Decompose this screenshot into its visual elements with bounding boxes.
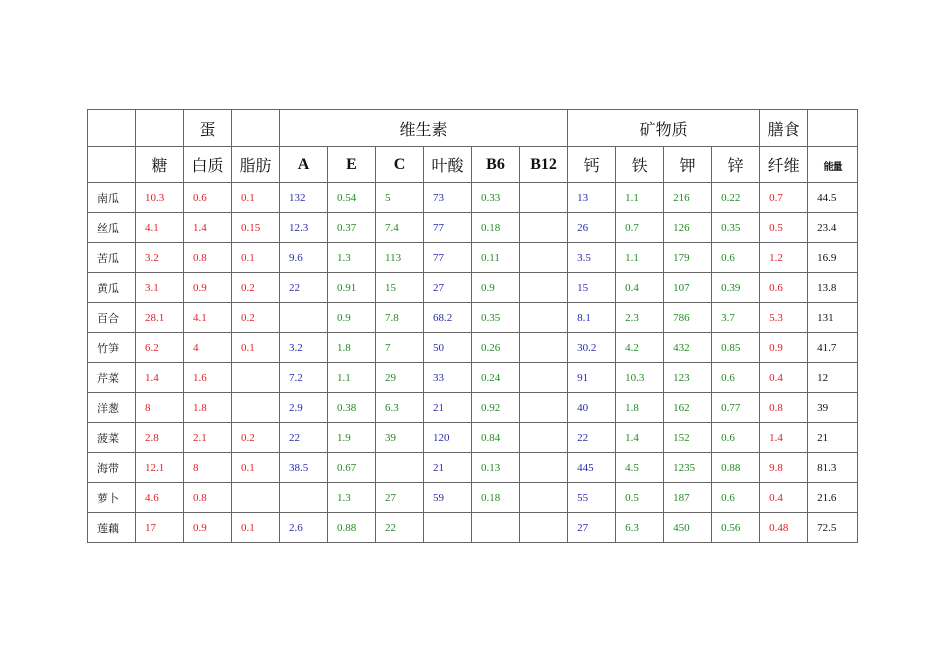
table-cell — [232, 393, 280, 423]
table-cell: 0.6 — [760, 273, 808, 303]
table-cell: 23.4 — [808, 213, 858, 243]
row-name: 南瓜 — [88, 183, 136, 213]
table-cell: 432 — [664, 333, 712, 363]
table-cell: 0.88 — [712, 453, 760, 483]
table-cell: 0.35 — [712, 213, 760, 243]
table-cell — [520, 483, 568, 513]
row-name: 洋葱 — [88, 393, 136, 423]
table-cell: 91 — [568, 363, 616, 393]
table-cell: 44.5 — [808, 183, 858, 213]
table-cell — [280, 483, 328, 513]
table-cell: 10.3 — [136, 183, 184, 213]
header-corner — [88, 110, 136, 147]
table-cell: 187 — [664, 483, 712, 513]
header-blank-fat — [232, 110, 280, 147]
table-cell: 1.1 — [616, 243, 664, 273]
column-header: B12 — [520, 147, 568, 183]
table-cell: 0.26 — [472, 333, 520, 363]
table-cell: 179 — [664, 243, 712, 273]
table-cell: 0.54 — [328, 183, 376, 213]
row-name: 萝卜 — [88, 483, 136, 513]
column-header: E — [328, 147, 376, 183]
table-cell: 0.24 — [472, 363, 520, 393]
table-cell: 21.6 — [808, 483, 858, 513]
row-name: 莲藕 — [88, 513, 136, 543]
table-cell: 0.9 — [184, 513, 232, 543]
table-cell: 126 — [664, 213, 712, 243]
table-cell: 0.7 — [760, 183, 808, 213]
table-cell — [280, 303, 328, 333]
header-row-columns — [88, 147, 858, 183]
table-cell: 0.2 — [232, 423, 280, 453]
table-cell: 0.9 — [184, 273, 232, 303]
table-cell: 15 — [568, 273, 616, 303]
table-cell: 0.56 — [712, 513, 760, 543]
table-cell — [520, 513, 568, 543]
table-row — [88, 483, 858, 513]
table-row — [88, 273, 858, 303]
row-name: 苦瓜 — [88, 243, 136, 273]
table-cell: 3.7 — [712, 303, 760, 333]
table-cell: 0.4 — [760, 363, 808, 393]
table-cell: 0.6 — [712, 483, 760, 513]
table-cell: 27 — [568, 513, 616, 543]
table-cell — [520, 213, 568, 243]
table-cell — [520, 453, 568, 483]
table-cell — [520, 333, 568, 363]
table-cell — [520, 363, 568, 393]
table-cell: 0.37 — [328, 213, 376, 243]
row-name: 海带 — [88, 453, 136, 483]
column-header: 糖 — [136, 147, 184, 183]
table-cell: 0.4 — [760, 483, 808, 513]
row-name: 黄瓜 — [88, 273, 136, 303]
table-cell: 9.6 — [280, 243, 328, 273]
table-cell: 68.2 — [424, 303, 472, 333]
table-cell: 3.2 — [280, 333, 328, 363]
table-cell: 38.5 — [280, 453, 328, 483]
table-cell — [520, 243, 568, 273]
table-cell: 30.2 — [568, 333, 616, 363]
table-cell: 0.2 — [232, 303, 280, 333]
table-cell: 0.39 — [712, 273, 760, 303]
table-cell: 0.22 — [712, 183, 760, 213]
table-cell: 3.2 — [136, 243, 184, 273]
table-cell: 450 — [664, 513, 712, 543]
table-cell: 0.1 — [232, 513, 280, 543]
table-cell: 9.8 — [760, 453, 808, 483]
table-cell: 16.9 — [808, 243, 858, 273]
table-cell: 0.38 — [328, 393, 376, 423]
table-cell: 4 — [184, 333, 232, 363]
table-cell: 0.15 — [232, 213, 280, 243]
table-cell: 8 — [184, 453, 232, 483]
header-fiber-top: 膳食 — [760, 110, 808, 147]
column-header: A — [280, 147, 328, 183]
table-cell: 1.4 — [760, 423, 808, 453]
table-cell: 7.8 — [376, 303, 424, 333]
table-cell: 39 — [808, 393, 858, 423]
table-cell — [424, 513, 472, 543]
table-cell: 1.4 — [616, 423, 664, 453]
column-header: 白质 — [184, 147, 232, 183]
table-cell: 1235 — [664, 453, 712, 483]
table-cell — [232, 363, 280, 393]
table-cell: 28.1 — [136, 303, 184, 333]
table-cell: 0.9 — [472, 273, 520, 303]
table-cell: 5 — [376, 183, 424, 213]
table-cell: 0.1 — [232, 183, 280, 213]
table-cell: 4.1 — [184, 303, 232, 333]
table-cell: 73 — [424, 183, 472, 213]
table-cell: 1.8 — [616, 393, 664, 423]
table-row — [88, 303, 858, 333]
table-cell: 22 — [376, 513, 424, 543]
table-cell: 0.92 — [472, 393, 520, 423]
row-name: 菠菜 — [88, 423, 136, 453]
table-cell: 39 — [376, 423, 424, 453]
table-cell: 786 — [664, 303, 712, 333]
column-header: 铁 — [616, 147, 664, 183]
table-cell: 4.6 — [136, 483, 184, 513]
table-cell: 0.18 — [472, 213, 520, 243]
table-cell — [520, 303, 568, 333]
table-cell: 7 — [376, 333, 424, 363]
table-cell: 0.6 — [712, 243, 760, 273]
table-row — [88, 453, 858, 483]
table-cell: 0.6 — [712, 363, 760, 393]
column-header: 锌 — [712, 147, 760, 183]
table-cell: 0.8 — [760, 393, 808, 423]
table-cell: 27 — [376, 483, 424, 513]
table-cell: 0.6 — [712, 423, 760, 453]
table-cell: 81.3 — [808, 453, 858, 483]
table-cell: 29 — [376, 363, 424, 393]
table-cell: 1.8 — [328, 333, 376, 363]
table-cell: 2.6 — [280, 513, 328, 543]
row-name: 百合 — [88, 303, 136, 333]
column-header: 纤维 — [760, 147, 808, 183]
table-body — [88, 183, 858, 543]
table-cell: 120 — [424, 423, 472, 453]
table-cell: 152 — [664, 423, 712, 453]
table-cell: 50 — [424, 333, 472, 363]
table-cell: 0.33 — [472, 183, 520, 213]
table-cell: 33 — [424, 363, 472, 393]
table-cell: 123 — [664, 363, 712, 393]
header-egg: 蛋 — [184, 110, 232, 147]
column-header: 脂肪 — [232, 147, 280, 183]
column-header: 钾 — [664, 147, 712, 183]
table-cell: 40 — [568, 393, 616, 423]
table-cell: 0.9 — [760, 333, 808, 363]
table-cell: 12 — [808, 363, 858, 393]
table-cell: 1.6 — [184, 363, 232, 393]
table-cell: 0.91 — [328, 273, 376, 303]
table-cell: 0.13 — [472, 453, 520, 483]
table-row — [88, 513, 858, 543]
table-cell: 21 — [808, 423, 858, 453]
table-cell: 0.5 — [760, 213, 808, 243]
table-cell: 41.7 — [808, 333, 858, 363]
header-blank-sugar — [136, 110, 184, 147]
table-cell: 21 — [424, 393, 472, 423]
table-cell: 7.2 — [280, 363, 328, 393]
table-cell: 1.2 — [760, 243, 808, 273]
table-row — [88, 333, 858, 363]
table-cell: 0.84 — [472, 423, 520, 453]
table-cell: 0.6 — [184, 183, 232, 213]
table-cell: 0.7 — [616, 213, 664, 243]
table-cell: 0.35 — [472, 303, 520, 333]
table-cell: 0.18 — [472, 483, 520, 513]
table-cell: 6.3 — [376, 393, 424, 423]
column-header: C — [376, 147, 424, 183]
column-header — [808, 147, 858, 183]
table-cell: 72.5 — [808, 513, 858, 543]
table-cell: 0.1 — [232, 453, 280, 483]
table-row — [88, 423, 858, 453]
table-cell: 12.1 — [136, 453, 184, 483]
table-cell: 1.1 — [616, 183, 664, 213]
table-cell: 107 — [664, 273, 712, 303]
table-cell: 22 — [280, 273, 328, 303]
table-cell: 0.77 — [712, 393, 760, 423]
table-cell: 0.11 — [472, 243, 520, 273]
table-cell: 17 — [136, 513, 184, 543]
table-cell: 6.3 — [616, 513, 664, 543]
table-cell: 10.3 — [616, 363, 664, 393]
table-cell: 8 — [136, 393, 184, 423]
table-cell: 8.1 — [568, 303, 616, 333]
header-mineral: 矿物质 — [568, 110, 760, 147]
table-cell: 0.4 — [616, 273, 664, 303]
table-cell: 1.4 — [184, 213, 232, 243]
table-cell: 5.3 — [760, 303, 808, 333]
table-cell: 0.67 — [328, 453, 376, 483]
table-cell: 0.9 — [328, 303, 376, 333]
table-cell: 3.1 — [136, 273, 184, 303]
row-name: 丝瓜 — [88, 213, 136, 243]
table-cell: 22 — [568, 423, 616, 453]
table-cell: 1.4 — [136, 363, 184, 393]
table-cell: 27 — [424, 273, 472, 303]
table-row — [88, 393, 858, 423]
table-cell — [232, 483, 280, 513]
table-cell: 0.5 — [616, 483, 664, 513]
header-row-groups — [88, 110, 858, 147]
column-header: 叶酸 — [424, 147, 472, 183]
table-cell: 4.1 — [136, 213, 184, 243]
table-row — [88, 213, 858, 243]
table-cell: 59 — [424, 483, 472, 513]
table-cell: 131 — [808, 303, 858, 333]
table-cell: 15 — [376, 273, 424, 303]
table-cell: 2.8 — [136, 423, 184, 453]
table-cell: 445 — [568, 453, 616, 483]
table-cell: 113 — [376, 243, 424, 273]
column-header: B6 — [472, 147, 520, 183]
table-cell: 1.9 — [328, 423, 376, 453]
table-row — [88, 183, 858, 213]
table-cell: 216 — [664, 183, 712, 213]
header-blank-energy — [808, 110, 858, 147]
table-cell: 1.3 — [328, 483, 376, 513]
table-cell: 1.3 — [328, 243, 376, 273]
table-cell: 2.3 — [616, 303, 664, 333]
table-cell: 12.3 — [280, 213, 328, 243]
table-cell — [520, 273, 568, 303]
table-cell: 55 — [568, 483, 616, 513]
table-cell: 26 — [568, 213, 616, 243]
table-cell: 13 — [568, 183, 616, 213]
header-vitamin: 维生素 — [280, 110, 568, 147]
table-cell: 162 — [664, 393, 712, 423]
table-cell: 0.8 — [184, 483, 232, 513]
table-cell: 1.1 — [328, 363, 376, 393]
table-cell — [520, 423, 568, 453]
table-cell: 132 — [280, 183, 328, 213]
row-name: 竹笋 — [88, 333, 136, 363]
table-cell — [520, 393, 568, 423]
table-cell — [520, 183, 568, 213]
table-cell: 77 — [424, 213, 472, 243]
table-cell: 0.88 — [328, 513, 376, 543]
table-cell: 13.8 — [808, 273, 858, 303]
table-cell: 77 — [424, 243, 472, 273]
table-cell: 7.4 — [376, 213, 424, 243]
table-cell: 2.9 — [280, 393, 328, 423]
table-cell: 1.8 — [184, 393, 232, 423]
table-cell: 0.2 — [232, 273, 280, 303]
table-cell: 3.5 — [568, 243, 616, 273]
table-cell: 0.48 — [760, 513, 808, 543]
table-cell: 6.2 — [136, 333, 184, 363]
table-cell: 4.5 — [616, 453, 664, 483]
header-name-blank — [88, 147, 136, 183]
table-cell: 21 — [424, 453, 472, 483]
table-cell: 0.1 — [232, 243, 280, 273]
table-cell — [472, 513, 520, 543]
nutrition-table — [87, 109, 858, 543]
row-name: 芹菜 — [88, 363, 136, 393]
energy-header-text: 能量 — [823, 162, 842, 173]
table-cell — [376, 453, 424, 483]
table-cell: 22 — [280, 423, 328, 453]
table-cell: 2.1 — [184, 423, 232, 453]
table-row — [88, 363, 858, 393]
table-cell: 4.2 — [616, 333, 664, 363]
table-cell: 0.85 — [712, 333, 760, 363]
table-row — [88, 243, 858, 273]
column-header: 钙 — [568, 147, 616, 183]
table-cell: 0.8 — [184, 243, 232, 273]
table-cell: 0.1 — [232, 333, 280, 363]
